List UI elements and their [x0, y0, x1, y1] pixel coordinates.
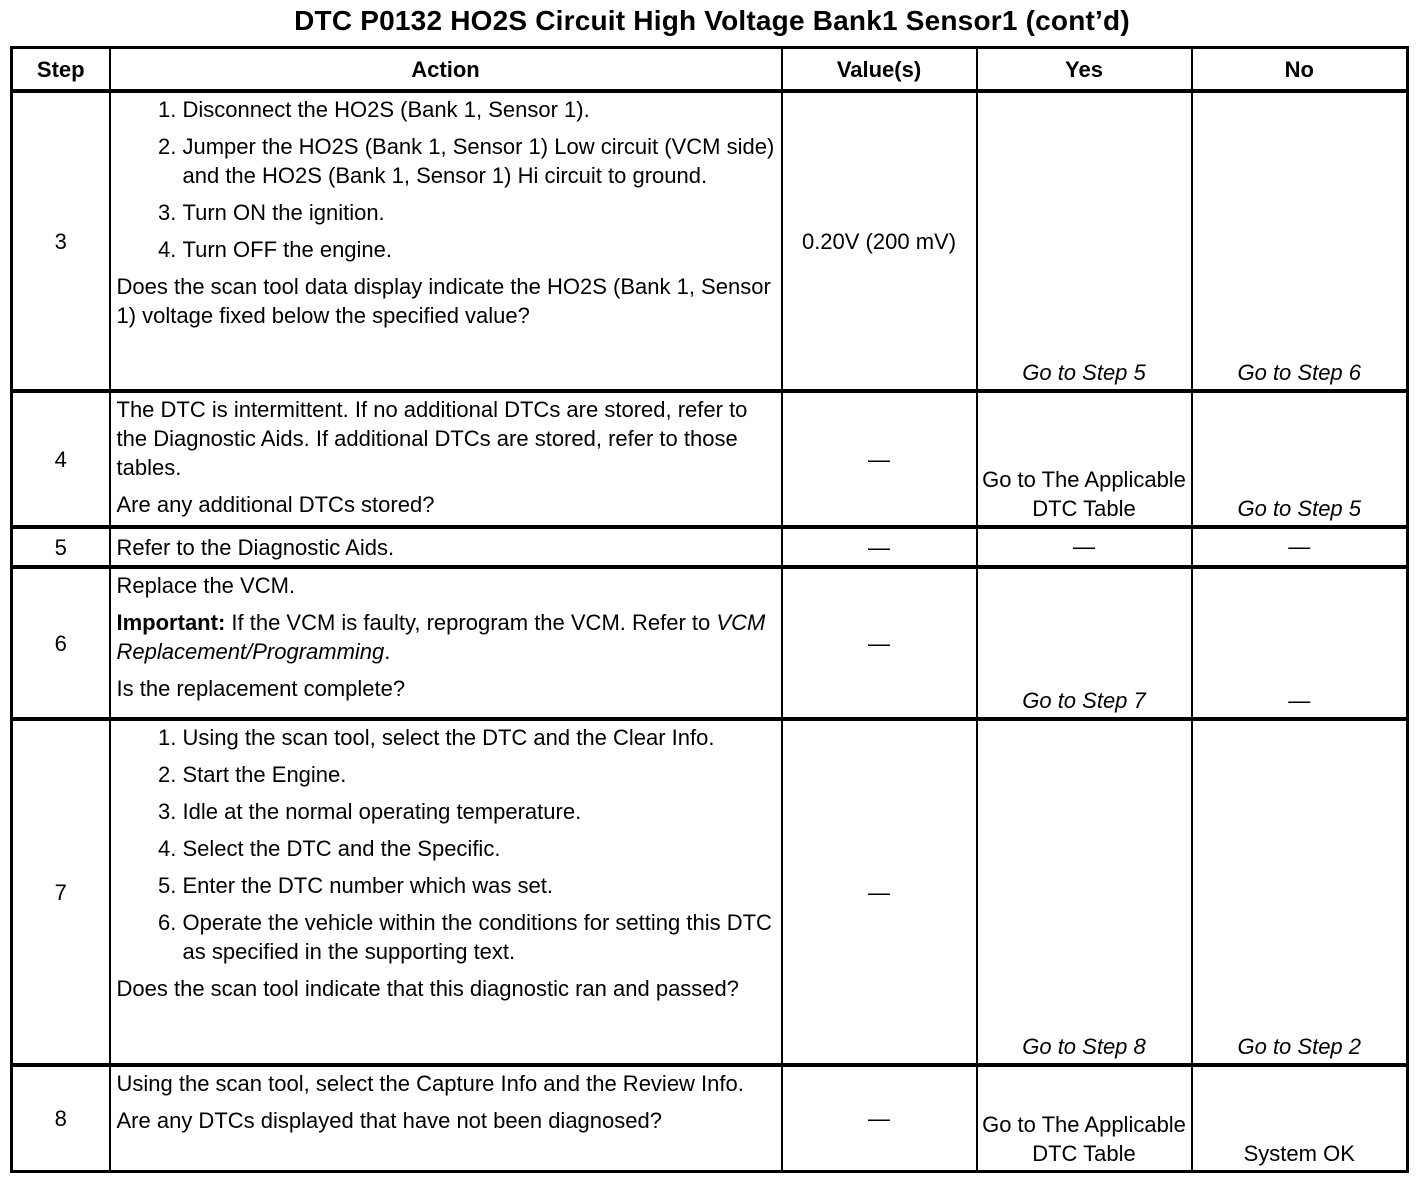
value-cell: 0.20V (200 mV) — [782, 91, 977, 391]
step-number: 4 — [12, 391, 110, 527]
value-cell: — — [782, 527, 977, 567]
yes-cell: Go to Step 5 — [977, 91, 1192, 391]
action-question: Does the scan tool data display indicate the HO2S (Bank 1, Sensor 1) voltage fixed below the specified value? — [116, 274, 771, 328]
important-note — [117, 608, 775, 666]
yes-cell: — — [977, 527, 1192, 567]
header-action: Action — [110, 48, 782, 92]
action-text: Using the scan tool, select the Capture Info and the Review Info. — [116, 1071, 744, 1096]
header-values: Value(s) — [782, 48, 977, 92]
page-title: DTC P0132 HO2S Circuit High Voltage Bank1 Sensor1 (cont’d) — [294, 5, 1130, 36]
action-cell — [110, 567, 782, 719]
important-label: Important: — [116, 610, 226, 635]
list-item: 1. Disconnect the HO2S (Bank 1, Sensor 1). — [183, 95, 775, 124]
value-cell: — — [782, 719, 977, 1065]
list-item: 6. Operate the vehicle within the conditions for setting this DTC as specified in the supporting text. — [183, 908, 775, 966]
diagnostic-table — [10, 46, 1409, 1173]
list-item: 4. Turn OFF the engine. — [183, 235, 775, 264]
action-list — [117, 95, 775, 264]
list-item: 5. Enter the DTC number which was set. — [183, 871, 775, 900]
value-cell: — — [782, 567, 977, 719]
action-question: Is the replacement complete? — [116, 676, 406, 701]
list-item: 2. Start the Engine. — [183, 760, 775, 789]
yes-cell: Go to The Applicable DTC Table — [977, 391, 1192, 527]
action-question: Are any additional DTCs stored? — [116, 492, 435, 517]
table-row-step-3 — [12, 91, 1408, 391]
action-cell — [110, 527, 782, 567]
list-item: 3. Idle at the normal operating temperature. — [183, 797, 775, 826]
list-item: 1. Using the scan tool, select the DTC and the Clear Info. — [183, 723, 775, 752]
step-number: 8 — [12, 1065, 110, 1171]
action-question: Are any DTCs displayed that have not been diagnosed? — [116, 1108, 662, 1133]
table-row-step-5 — [12, 527, 1408, 567]
yes-cell: Go to Step 7 — [977, 567, 1192, 719]
header-yes: Yes — [977, 48, 1192, 92]
step-number: 7 — [12, 719, 110, 1065]
step-number: 5 — [12, 527, 110, 567]
action-text: Replace the VCM. — [116, 573, 296, 598]
yes-cell: Go to The Applicable DTC Table — [977, 1065, 1192, 1171]
important-end: . — [384, 639, 391, 664]
no-cell: Go to Step 6 — [1192, 91, 1408, 391]
action-cell — [110, 719, 782, 1065]
important-text: If the VCM is faulty, reprogram the VCM. Refer to — [231, 610, 711, 635]
action-text: The DTC is intermittent. If no additional DTCs are stored, refer to the Diagnostic Aids. If additional DTCs are stored, refer to those tables. — [116, 397, 748, 480]
action-cell — [110, 1065, 782, 1171]
no-cell: Go to Step 2 — [1192, 719, 1408, 1065]
action-question: Does the scan tool indicate that this diagnostic ran and passed? — [116, 976, 740, 1001]
table-header-row — [12, 48, 1408, 92]
table-row-step-7 — [12, 719, 1408, 1065]
no-cell: — — [1192, 527, 1408, 567]
table-row-step-8 — [12, 1065, 1408, 1171]
table-row-step-4 — [12, 391, 1408, 527]
value-cell: — — [782, 391, 977, 527]
no-cell: Go to Step 5 — [1192, 391, 1408, 527]
list-item: 2. Jumper the HO2S (Bank 1, Sensor 1) Low circuit (VCM side) and the HO2S (Bank 1, Sensor 1) Hi circuit to ground. — [183, 132, 775, 190]
action-cell — [110, 391, 782, 527]
action-list — [117, 723, 775, 966]
action-text: Refer to the Diagnostic Aids. — [116, 534, 395, 560]
step-number: 6 — [12, 567, 110, 719]
important-reference: VCM Replacement/Programming — [116, 610, 766, 664]
no-cell: System OK — [1192, 1065, 1408, 1171]
list-item: 3. Turn ON the ignition. — [183, 198, 775, 227]
value-cell: — — [782, 1065, 977, 1171]
step-number: 3 — [12, 91, 110, 391]
yes-cell: Go to Step 8 — [977, 719, 1192, 1065]
no-cell: — — [1192, 567, 1408, 719]
list-item: 4. Select the DTC and the Specific. — [183, 834, 775, 863]
header-step: Step — [12, 48, 110, 92]
header-no: No — [1192, 48, 1408, 92]
action-cell — [110, 91, 782, 391]
table-row-step-6 — [12, 567, 1408, 719]
